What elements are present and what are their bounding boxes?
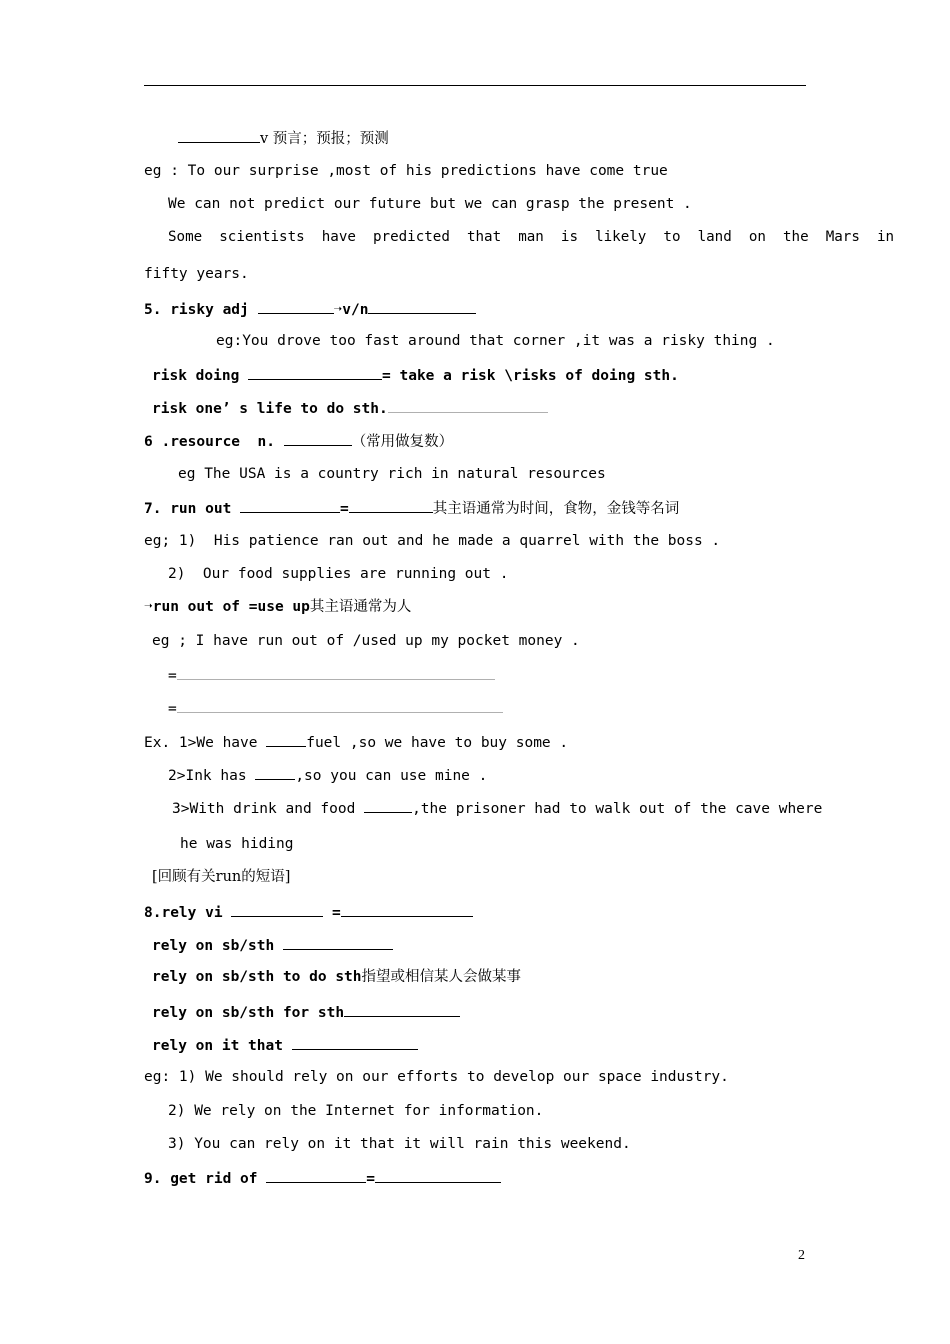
answer-blank[interactable]	[177, 698, 503, 713]
answer-blank[interactable]	[349, 498, 433, 513]
example-line: eg ; I have run out of /used up my pocket money .	[152, 633, 580, 649]
example-line: 2) We rely on the Internet for information.	[168, 1103, 544, 1119]
answer-blank[interactable]	[258, 299, 334, 314]
phrase-line: rely on sb/sth for sth	[152, 1002, 460, 1022]
phrase-line: rely on it that	[152, 1035, 418, 1055]
phrase-line: ➝run out of =use up其主语通常为人	[144, 599, 412, 615]
example-line: eg: 1) We should rely on our efforts to develop our space industry.	[144, 1069, 729, 1085]
item-rely: 8.rely vi =	[144, 902, 473, 922]
answer-blank[interactable]	[341, 902, 473, 917]
arrow-icon: ➝	[144, 599, 153, 615]
exercise-line: Ex. 1>We have fuel ,so we have to buy some .	[144, 732, 568, 752]
example-line: Some scientists have predicted that man is likely to land on the Mars in	[168, 229, 895, 245]
answer-blank[interactable]	[231, 902, 323, 917]
equivalent-line: =	[168, 665, 495, 685]
arrow-icon: ➝	[333, 302, 343, 318]
answer-blank[interactable]	[292, 1035, 418, 1050]
answer-blank[interactable]	[364, 798, 412, 813]
answer-blank[interactable]	[240, 498, 340, 513]
answer-blank[interactable]	[177, 665, 495, 680]
phrase-line: rely on sb/sth	[152, 935, 393, 955]
answer-blank[interactable]	[284, 431, 352, 446]
answer-blank[interactable]	[266, 732, 306, 747]
example-line: eg : To our surprise ,most of his predictions have come true	[144, 163, 668, 179]
answer-blank[interactable]	[388, 398, 548, 413]
item-get-rid-of: 9. get rid of =	[144, 1168, 501, 1188]
example-line: eg The USA is a country rich in natural resources	[178, 466, 606, 482]
example-line: eg:You drove too fast around that corner ,it was a risky thing .	[216, 333, 775, 349]
phrase-line: risk doing = take a risk \risks of doing sth.	[152, 365, 679, 385]
exercise-line: 3>With drink and food ,the prisoner had to walk out of the cave where	[172, 798, 822, 818]
answer-blank[interactable]	[344, 1002, 460, 1017]
example-line: eg; 1) His patience ran out and he made a quarrel with the boss .	[144, 533, 721, 549]
page-number: 2	[798, 1248, 805, 1263]
phrase-line: rely on sb/sth to do sth指望或相信某人会做某事	[152, 969, 522, 985]
example-line: 3) You can rely on it that it will rain this weekend.	[168, 1136, 631, 1152]
predict-line: v 预言；预报；预测	[178, 128, 389, 148]
answer-blank[interactable]	[375, 1168, 501, 1183]
phrase-line: risk one’ s life to do sth.	[152, 398, 548, 418]
exercise-line: he was hiding	[180, 836, 294, 852]
answer-blank[interactable]	[178, 128, 260, 143]
answer-blank[interactable]	[266, 1168, 366, 1183]
answer-blank[interactable]	[283, 935, 393, 950]
answer-blank[interactable]	[255, 765, 295, 780]
header-rule	[144, 85, 806, 86]
exercise-line: 2>Ink has ,so you can use mine .	[168, 765, 487, 785]
equivalent-line: =	[168, 698, 503, 718]
example-line: We can not predict our future but we can grasp the present .	[168, 196, 692, 212]
example-line: fifty years.	[144, 266, 249, 282]
item-risky: 5. risky adj ➝v/n	[144, 299, 476, 319]
item-resource: 6 .resource n. （常用做复数）	[144, 431, 453, 451]
example-line: 2) Our food supplies are running out .	[168, 566, 509, 582]
item-run-out: 7. run out = 其主语通常为时间，食物，金钱等名词	[144, 498, 679, 518]
answer-blank[interactable]	[368, 299, 476, 314]
answer-blank[interactable]	[248, 365, 382, 380]
review-note: [回顾有关run的短语]	[152, 869, 291, 885]
